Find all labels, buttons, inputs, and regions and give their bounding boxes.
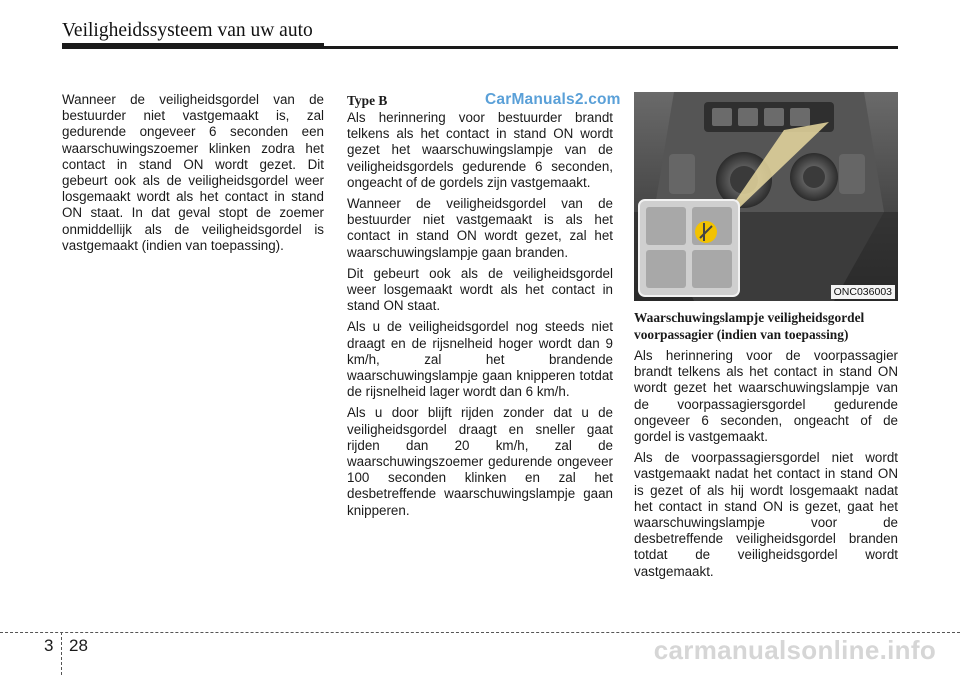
caption-line: Waarschuwingslampje veiligheidsgordel	[634, 310, 865, 325]
header-rule	[62, 46, 898, 49]
column-middle	[347, 92, 613, 524]
image-caption	[634, 309, 898, 343]
paragraph: Als de voorpassagiersgordel niet wordt vastgemaakt nadat het contact in stand ON is gezet of als hij wordt losgemaakt nadat het contact in stand ON is gezet, gaat het waarschuwingslampje voor de desbetreffende veiligheidsgordel branden totdat de veiligheidsgordel wordt vastgemaakt.	[634, 450, 898, 579]
paragraph: Wanneer de veiligheidsgordel van de bestuurder niet vastgemaakt is, zal gedurende ongeveer 6 seconden een waarschuwingszoemer klinken zodra het contact in stand ON wordt gezet. Dit gebeurt ook als de veiligheidsgordel weer losgemaakt wordt als het contact in stand ON staat. In dat geval stopt de zoemer onmiddellijk als de veiligheidsgordel is vastgemaakt (indien van toepassing).	[62, 92, 324, 253]
dashboard-illustration	[634, 92, 898, 301]
paragraph: Als u de veiligheidsgordel nog steeds niet draagt en de rijsnelheid hoger wordt dan 9 km/h, zal het brandende waarschuwingslampje gaan knipperen totdat de rijsnelheid lager wordt dan 6 km/h.	[347, 319, 613, 400]
paragraph: Als herinnering voor de voorpassagier brandt telkens als het contact in stand ON wordt gezet het waarschuwingslampje van de voorpassagiersgordel gedurende ongeveer 6 seconden, ongeacht of de gordel is vastgemaakt.	[634, 348, 898, 445]
paragraph: Als herinnering voor bestuurder brandt telkens als het contact in stand ON wordt gezet het waarschuwingslampje van de veiligheidsgordels gedurende 6 seconden, ongeacht of de gordels zijn vastgemaakt.	[347, 110, 613, 190]
section-heading-type-b: Type B	[347, 93, 388, 108]
footer-divider	[61, 632, 62, 675]
paragraph: Wanneer de veiligheidsgordel van de bestuurder niet vastgemaakt is als het contact in stand ON wordt gezet, zal het waarschuwingslampje gaan branden.	[347, 196, 613, 260]
paragraph: Dit gebeurt ook als de veiligheidsgordel weer losgemaakt wordt als het contact in stand ON staat.	[347, 265, 613, 314]
footer-rule	[0, 632, 960, 633]
page-header-title: Veiligheidssysteem van uw auto	[62, 20, 313, 41]
page-number: 28	[69, 636, 88, 655]
column-left	[62, 92, 324, 259]
paragraph: Als u door blijft rijden zonder dat u de veiligheidsgordel draagt en sneller gaat rijden dan 20 km/h, zal de waarschuwingszoemer gedurende ongeveer 100 seconden klinken en zal het desbetreffende waarschuwingslampje gaan knipperen.	[347, 405, 613, 518]
watermark-text: CarManuals2.com	[485, 91, 621, 108]
caption-line: voorpassagier (indien van toepassing)	[634, 327, 849, 342]
dashboard-photo	[634, 92, 898, 301]
section-number: 3	[44, 636, 54, 655]
column-right	[634, 92, 898, 585]
seatbelt-warning-lamp-icon	[695, 221, 717, 243]
image-code: ONC036003	[831, 285, 895, 299]
footer-brand-watermark: carmanualsonline.info	[653, 635, 936, 665]
